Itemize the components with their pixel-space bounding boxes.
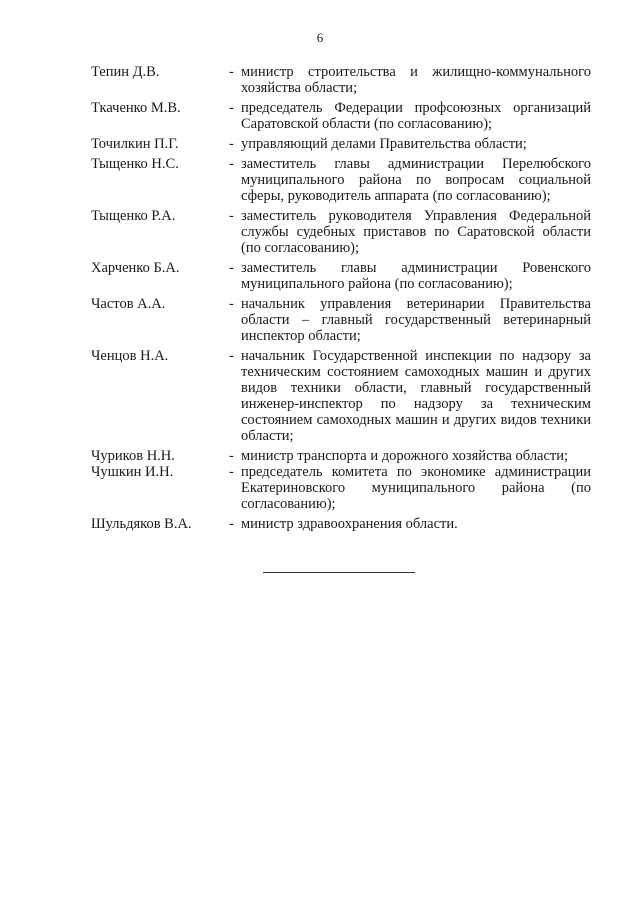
member-role: начальник управления ветеринарии Правительства области – главный государственный ветеринарный инспектор области; (241, 296, 591, 344)
member-name: Частов А.А. (91, 296, 166, 312)
member-role: заместитель главы администрации Перелюбского муниципального района по вопросам социальной сферы, руководитель аппарата (по согласованию); (241, 156, 591, 204)
member-role: министр транспорта и дорожного хозяйства области; (241, 448, 569, 464)
list-item (91, 348, 591, 444)
dash-separator: - (229, 348, 234, 364)
dash-separator: - (229, 208, 234, 224)
member-list (91, 64, 591, 536)
member-role: председатель Федерации профсоюзных организаций Саратовской области (по согласованию); (241, 100, 591, 132)
list-item (91, 100, 591, 132)
member-name: Чушкин И.Н. (91, 464, 174, 480)
closing-divider (263, 572, 415, 573)
dash-separator: - (229, 100, 234, 116)
page-number: 6 (316, 30, 324, 45)
member-role: председатель комитета по экономике администрации Екатериновского муниципального района (по согласованию); (241, 464, 591, 512)
dash-separator: - (229, 516, 234, 532)
member-role: министр строительства и жилищно-коммунального хозяйства области; (241, 64, 591, 96)
list-item (91, 260, 591, 292)
member-role: начальник Государственной инспекции по надзору за техническим состоянием самоходных машин и других видов техники области, главный государственный инженер-инспектор по надзору за техническим состоянием самоходных машин и других видов техники области; (241, 348, 591, 444)
member-name: Тыщенко Р.А. (91, 208, 176, 224)
list-item (91, 156, 591, 204)
member-role: управляющий делами Правительства области; (241, 136, 527, 152)
dash-separator: - (229, 64, 234, 80)
list-item (91, 64, 591, 96)
list-item (91, 516, 591, 532)
list-item (91, 448, 591, 464)
member-name: Тепин Д.В. (91, 64, 160, 80)
list-item (91, 464, 591, 512)
list-item (91, 296, 591, 344)
member-name: Точилкин П.Г. (91, 136, 179, 152)
list-item (91, 136, 591, 152)
member-name: Тыщенко Н.С. (91, 156, 179, 172)
dash-separator: - (229, 296, 234, 312)
member-name: Чуриков Н.Н. (91, 448, 175, 464)
member-name: Ткаченко М.В. (91, 100, 181, 116)
dash-separator: - (229, 156, 234, 172)
member-name: Харченко Б.А. (91, 260, 180, 276)
dash-separator: - (229, 260, 234, 276)
dash-separator: - (229, 464, 234, 480)
member-name: Ченцов Н.А. (91, 348, 169, 364)
member-role: заместитель главы администрации Ровенского муниципального района (по согласованию); (241, 260, 591, 292)
member-role: заместитель руководителя Управления Федеральной службы судебных приставов по Саратовской области (по согласованию); (241, 208, 591, 256)
member-name: Шульдяков В.А. (91, 516, 192, 532)
dash-separator: - (229, 136, 234, 152)
list-item (91, 208, 591, 256)
dash-separator: - (229, 448, 234, 464)
member-role: министр здравоохранения области. (241, 516, 458, 532)
